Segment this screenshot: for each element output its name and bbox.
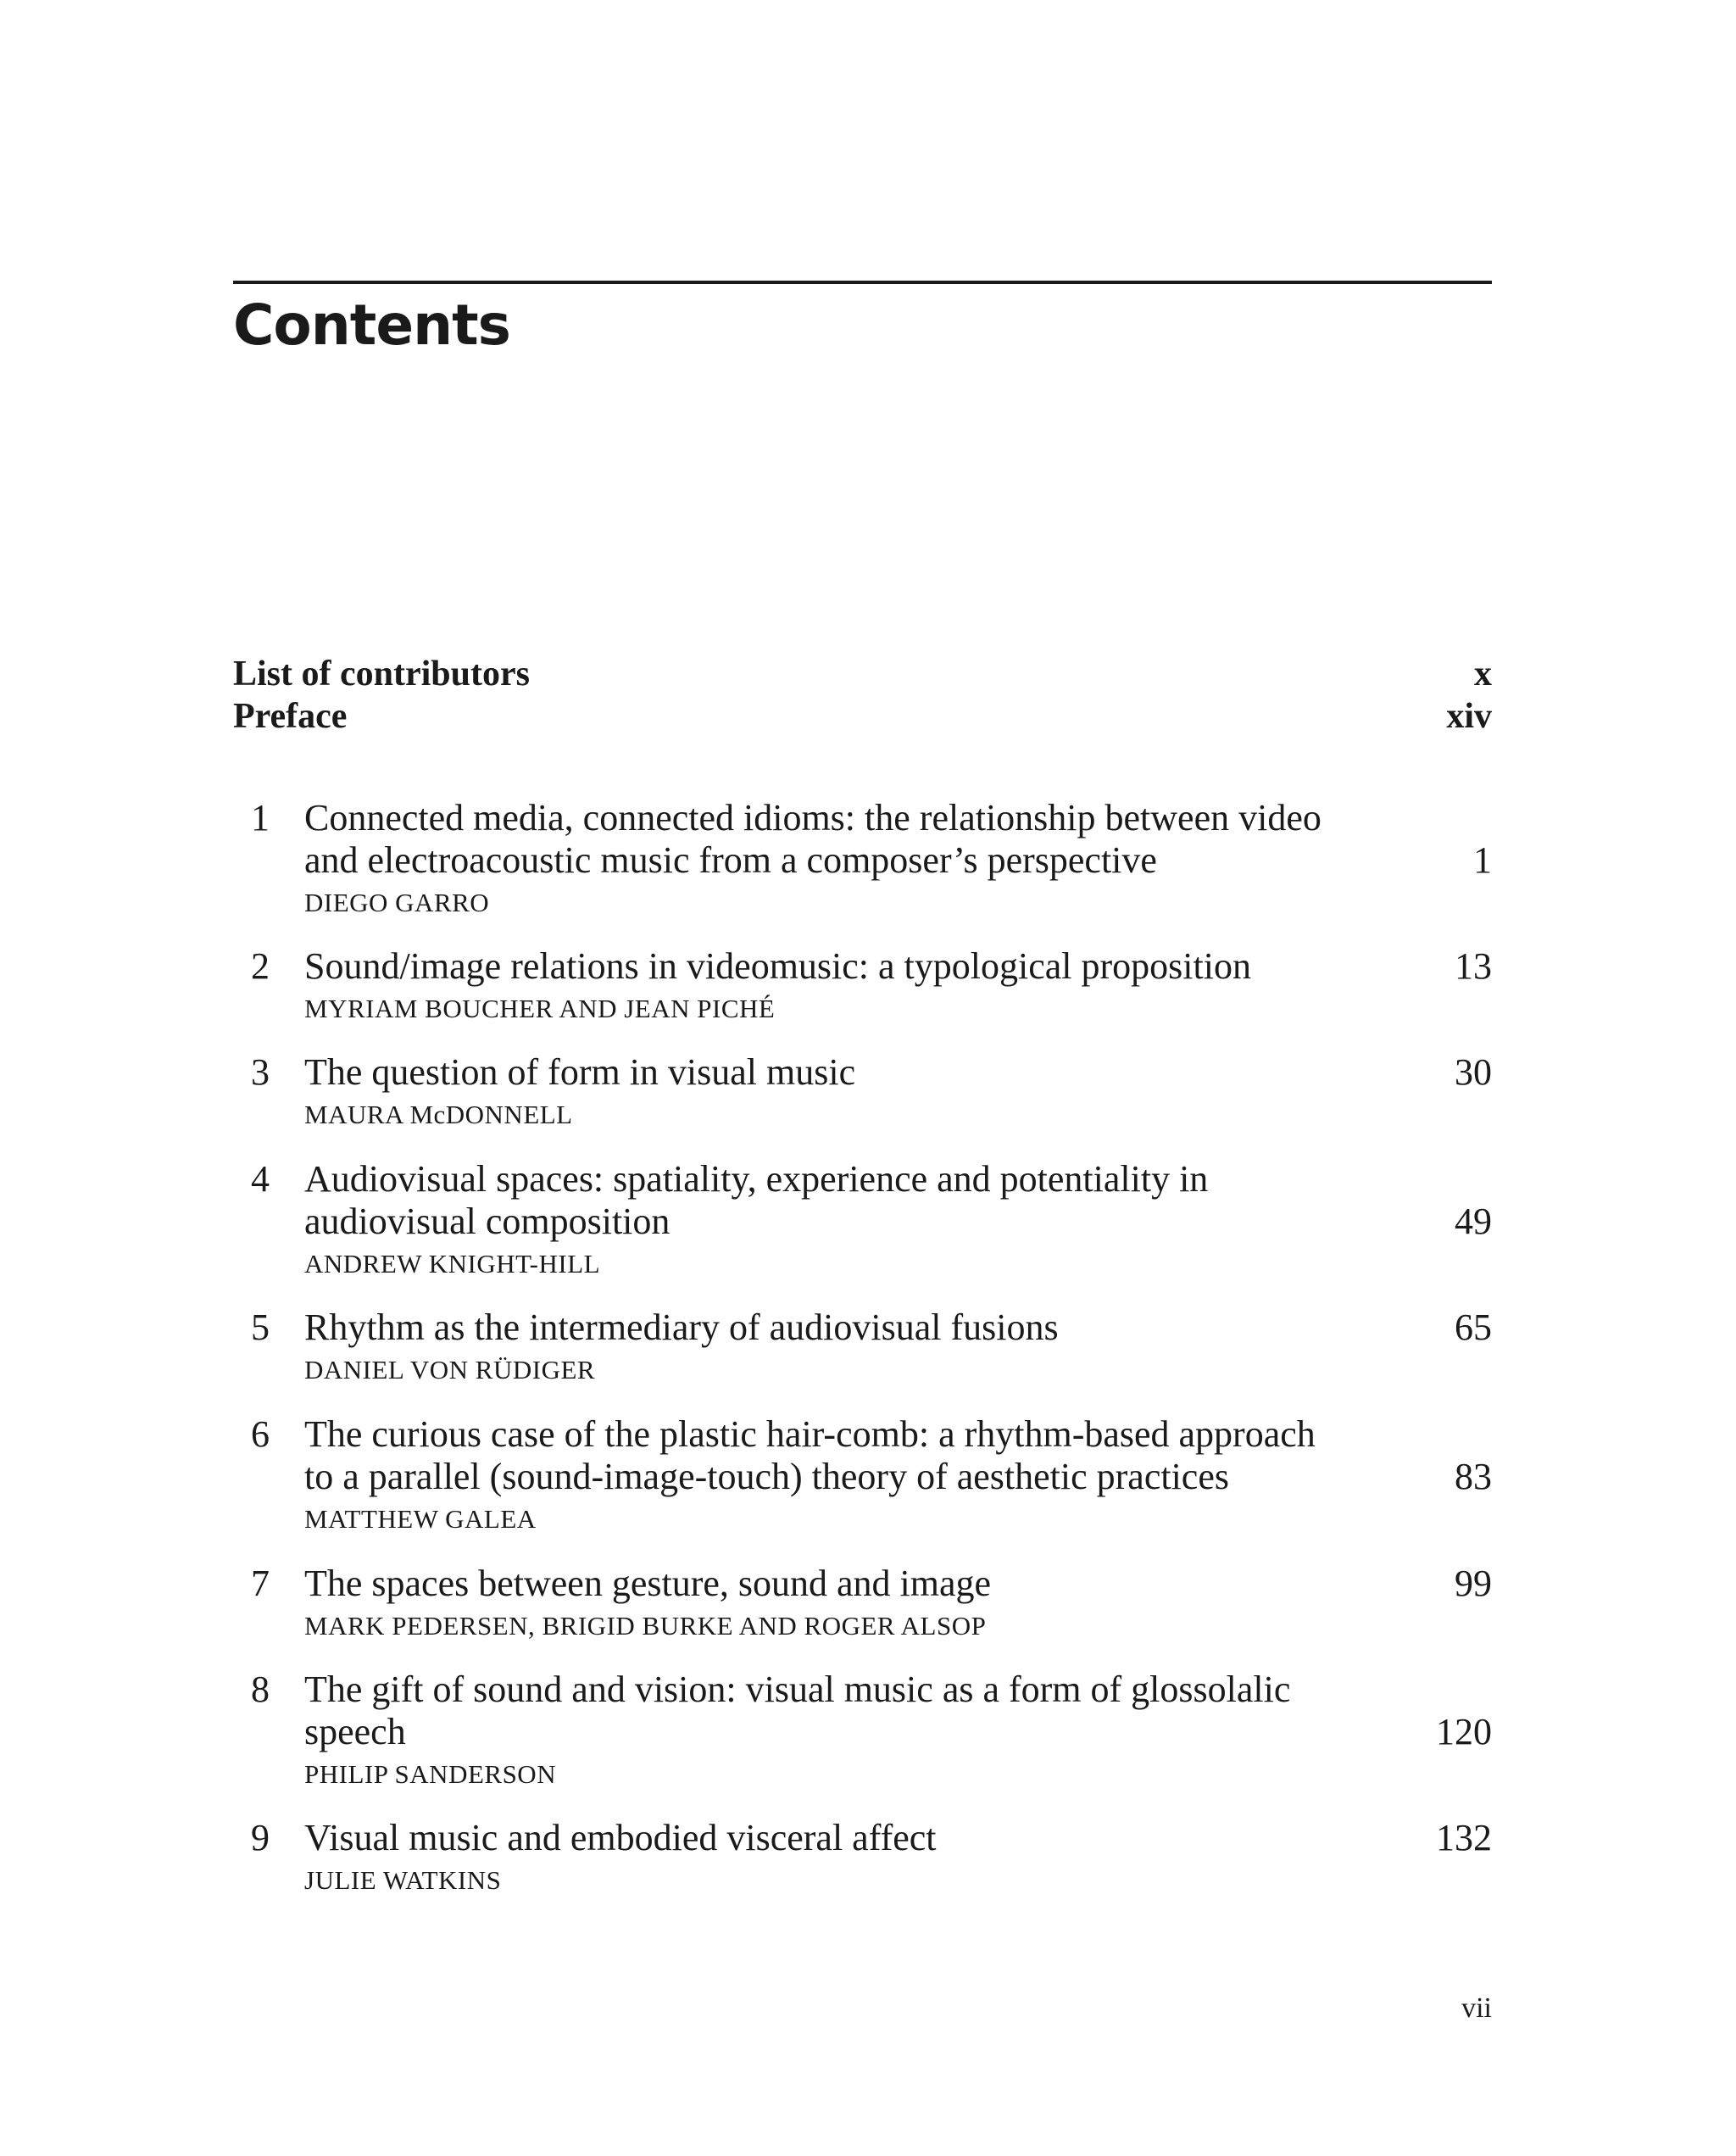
chapter-title: The gift of sound and vision: visual music as a form of glossolalic speech	[304, 1669, 1291, 1752]
chapter-title: Rhythm as the intermediary of audiovisual fusions	[304, 1306, 1059, 1348]
heading-rule	[233, 281, 1492, 284]
chapter-authors: MARK PEDERSEN, BRIGID BURKE AND ROGER ALSOP	[304, 1611, 987, 1641]
toc-front-item[interactable]	[233, 653, 1492, 695]
toc-front-label: List of contributors	[233, 655, 530, 694]
chapter-authors: MYRIAM BOUCHER AND JEAN PICHÉ	[304, 994, 776, 1023]
chapter-title: Visual music and embodied visceral affect	[304, 1817, 937, 1858]
chapter-page: 99	[1455, 1563, 1492, 1604]
chapter-page: 65	[1455, 1306, 1492, 1348]
chapter-authors: MATTHEW GALEA	[304, 1504, 537, 1534]
chapter-page: 49	[1455, 1201, 1492, 1242]
chapter-authors: PHILIP SANDERSON	[304, 1759, 557, 1789]
chapter-number: 1	[251, 797, 270, 838]
chapter-title: The curious case of the plastic hair-comb: a rhythm-based approach to a parallel (sound-image-touch) theory of aesthetic practices	[304, 1413, 1316, 1497]
chapter-page: 1	[1473, 839, 1492, 881]
chapter-number: 9	[251, 1817, 270, 1858]
chapter-number: 7	[251, 1563, 270, 1604]
page-title: Contents	[233, 292, 510, 358]
chapter-title: Audiovisual spaces: spatiality, experience and potentiality in audiovisual composition	[304, 1158, 1209, 1242]
chapter-authors: DIEGO GARRO	[304, 888, 490, 917]
chapter-authors: DANIEL VON RÜDIGER	[304, 1355, 596, 1384]
chapter-title: The question of form in visual music	[304, 1051, 856, 1093]
page-number: vii	[1461, 1992, 1492, 2024]
chapter-page: 13	[1455, 945, 1492, 987]
chapter-number: 3	[251, 1051, 270, 1093]
chapter-page: 120	[1436, 1711, 1492, 1752]
chapter-number: 5	[251, 1306, 270, 1348]
chapter-page: 30	[1455, 1051, 1492, 1093]
chapter-page: 83	[1455, 1456, 1492, 1497]
toc-front-page: xiv	[1446, 697, 1492, 736]
chapter-number: 8	[251, 1669, 270, 1710]
chapter-title: Connected media, connected idioms: the relationship between video and electroacoustic music from a composer’s perspective	[304, 797, 1321, 881]
toc-front-item[interactable]	[233, 695, 1492, 738]
toc-front-label: Preface	[233, 697, 348, 736]
chapter-authors: MAURA McDONNELL	[304, 1100, 573, 1129]
chapter-authors: ANDREW KNIGHT-HILL	[304, 1249, 601, 1279]
toc-front-page: x	[1474, 655, 1492, 694]
chapter-number: 4	[251, 1158, 270, 1200]
chapter-title: Sound/image relations in videomusic: a typological proposition	[304, 945, 1251, 987]
chapter-title: The spaces between gesture, sound and image	[304, 1563, 992, 1604]
chapter-number: 2	[251, 945, 270, 987]
chapter-page: 132	[1436, 1817, 1492, 1858]
chapter-authors: JULIE WATKINS	[304, 1865, 502, 1895]
chapter-number: 6	[251, 1413, 270, 1455]
